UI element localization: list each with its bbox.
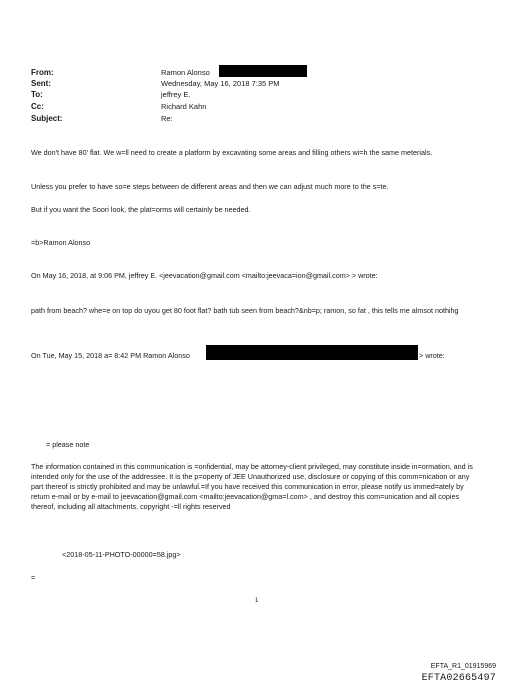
quoted-header-1: On May 16, 2018, at 9:06 PM, jeffrey E. <jeevacation@gmail.com <mailto:jeevaca=ion@gmail.com> > wrote: — [31, 271, 378, 280]
to-value: jeffrey E. — [161, 90, 191, 99]
bates-number-2: EFTA02665497 — [421, 673, 496, 684]
trailing-equals: = — [31, 573, 36, 582]
body-paragraph-2: Unless you prefer to have so=e steps between de different areas and then we can adjust much more to the s=te. — [31, 182, 389, 191]
signature: =b>Ramon Alonso — [31, 238, 91, 247]
cc-label: Cc: — [31, 102, 44, 111]
bates-number-1: EFTA_R1_01915969 — [430, 663, 496, 670]
sent-value: Wednesday, May 16, 2018 7:35 PM — [161, 79, 280, 88]
subject-value: Re: — [161, 114, 173, 123]
body-paragraph-3: But if you want the Soori look, the plat=orms will certainly be needed. — [31, 205, 251, 214]
quoted-header-2: On Tue, May 15, 2018 a= 8:42 PM Ramon Alonso — [31, 351, 190, 360]
from-value: Ramon Alonso — [161, 68, 210, 77]
redaction-box — [219, 65, 307, 77]
please-note: = please note — [46, 440, 90, 449]
quoted-message-1: path from beach? whe=e on top do uyou get 80 foot flat? bath tub seen from beach?&nb=p; ramon, so fat , this tells me almsot nothihg — [31, 306, 459, 315]
confidentiality-notice: The information contained in this communication is =onfidential, may be attorney-client privileged, may constitute inside in=ormation, and is intended only for the use of the addressee. It is the p=operty of JEE Unauthorized use, disclosure or copying of this comm=nication or any part thereof is strictly prohibited and may be unlawful.=If you have received this communication in error, please notify us immed=ately by return e-mail or by e-mail to jeevacation@gmail.com <mailto:jeevacation@gma=l.com> , and destroy this com=unication and all copies thereof, including all attachments. copyright -=ll rights reserved — [31, 462, 473, 511]
body-paragraph-1: We don't have 80' flat. We w=ll need to create a platform by excavating some areas and filling others wi=h the same meterials. — [31, 148, 433, 157]
attachment-reference: <2018-05-11-PHOTO-00000=58.jpg> — [62, 550, 181, 559]
sent-label: Sent: — [31, 79, 51, 88]
to-label: To: — [31, 90, 43, 99]
cc-value: Richard Kahn — [161, 102, 207, 111]
subject-label: Subject: — [31, 114, 63, 123]
redaction-box — [206, 345, 418, 360]
quoted-header-2-suffix: > wrote: — [419, 351, 445, 360]
page-number: 1 — [255, 598, 259, 604]
from-label: From: — [31, 68, 54, 77]
